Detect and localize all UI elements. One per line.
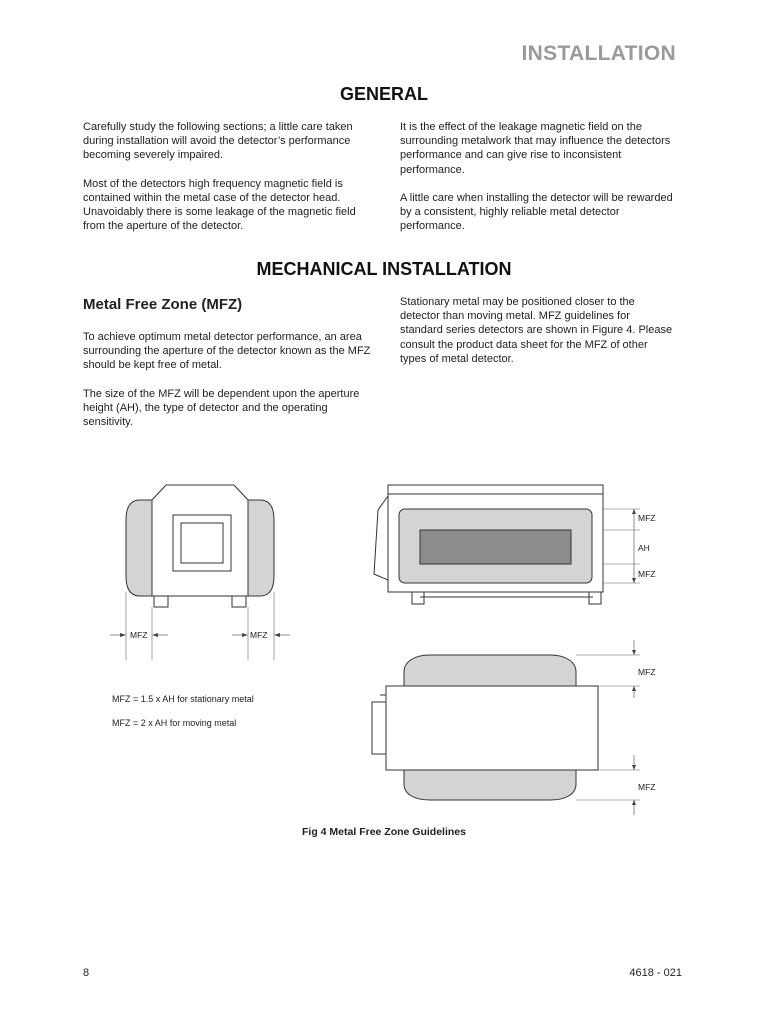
mechanical-right-paragraph-1: Stationary metal may be positioned closer to the detector than moving metal. MFZ guidelines for standard series detectors are shown in Figure 4. Please consult the product data sheet for the MFZ of other types of metal detector.	[400, 296, 673, 365]
top-control-panel	[372, 702, 386, 754]
aperture-inner	[181, 523, 223, 563]
formula-moving: MFZ = 2 x AH for moving metal	[112, 718, 237, 728]
general-left-paragraph-2: Most of the detectors high frequency magnetic field is contained within the metal case of the detector head. Unavoidably there is some leakage of the magnetic field from the aperture of the detector.	[83, 177, 356, 233]
top-mfz-upper-label: MFZ	[638, 667, 656, 677]
front-right-zone	[248, 500, 274, 596]
general-heading: GENERAL	[339, 84, 428, 104]
front-right-foot	[232, 596, 246, 607]
general-right-paragraph-2: A little care when installing the detector will be rewarded by a consistent, highly reliable metal detector performance.	[400, 191, 673, 233]
top-upper-zone	[404, 655, 576, 686]
mechanical-left-paragraph-1: To achieve optimum metal detector performance, an area surrounding the aperture of the detector known as the MFZ should be kept free of metal.	[83, 331, 371, 372]
side-control-panel	[374, 496, 388, 580]
front-right-mfz-label: MFZ	[250, 630, 268, 640]
front-left-mfz-label: MFZ	[130, 630, 148, 640]
side-view-diagram	[374, 485, 640, 604]
general-right-paragraph-1: It is the effect of the leakage magnetic field on the surrounding metalwork that may influence the detectors performance and can give rise to inconsistent performance.	[400, 121, 671, 176]
top-view-diagram	[372, 640, 640, 815]
side-mfz-top-label: MFZ	[638, 513, 656, 523]
mfz-subheading: Metal Free Zone (MFZ)	[83, 296, 243, 313]
side-mfz-bottom-label: MFZ	[638, 569, 656, 579]
front-left-zone	[126, 500, 152, 596]
top-detector-body	[386, 686, 598, 770]
top-mfz-lower-label: MFZ	[638, 782, 656, 792]
side-ah-label: AH	[638, 543, 650, 553]
figure-caption: Fig 4 Metal Free Zone Guidelines	[302, 826, 466, 838]
top-lower-zone	[404, 770, 576, 800]
mechanical-heading: MECHANICAL INSTALLATION	[256, 259, 512, 279]
side-aperture	[420, 530, 571, 564]
formula-stationary: MFZ = 1.5 x AH for stationary metal	[112, 694, 254, 704]
general-left-paragraph-1: Carefully study the following sections; a little care taken during installation will avoid the detector’s performance becoming severely impaired.	[83, 121, 353, 162]
mechanical-left-paragraph-2: The size of the MFZ will be dependent upon the aperture height (AH), the type of detector and the operating sensitivity.	[83, 387, 360, 429]
front-left-foot	[154, 596, 168, 607]
document-code: 4618 - 021	[629, 967, 682, 979]
section-header: INSTALLATION	[521, 42, 676, 65]
page-number: 8	[83, 967, 90, 979]
